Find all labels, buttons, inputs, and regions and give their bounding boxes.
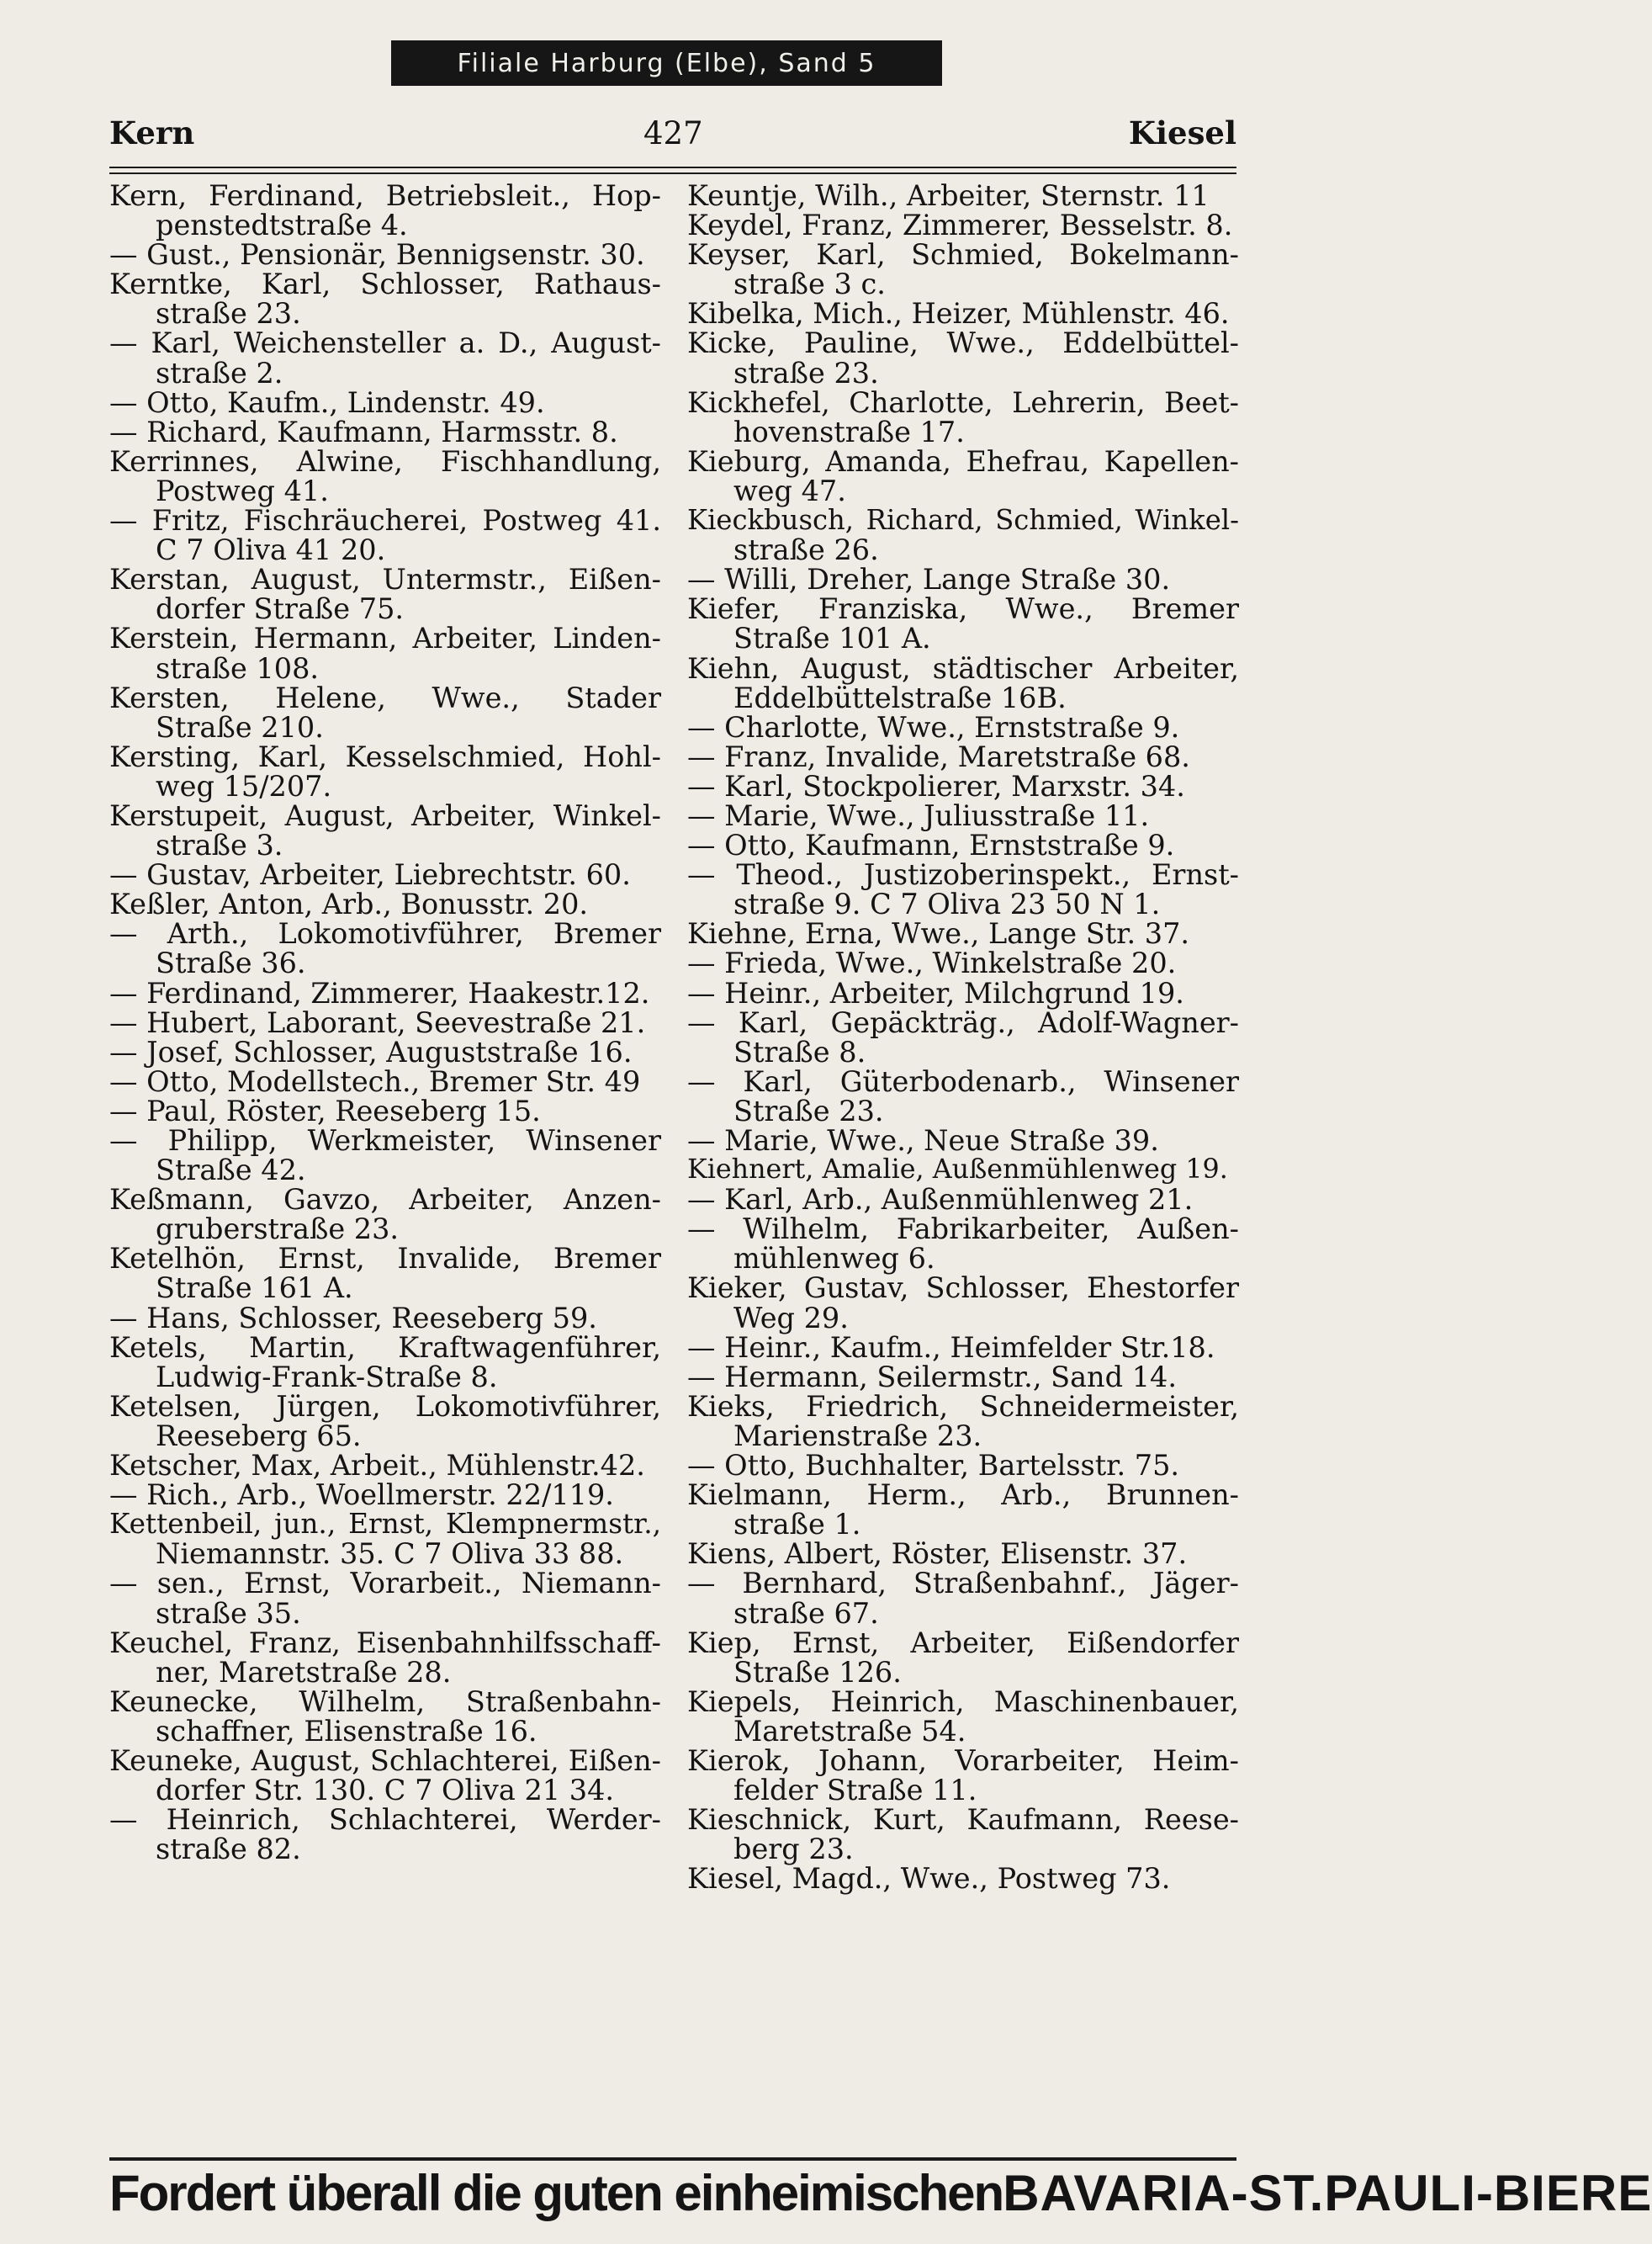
directory-entry bbox=[687, 240, 1239, 299]
entry-continuation-line: Niemannstr. 35. C 7 Oliva 33 88. bbox=[156, 1537, 624, 1571]
entry-line: Ketels, Martin, Kraftwagenführer, bbox=[109, 1330, 661, 1364]
entry-line: Keunecke, Wilhelm, Straßenbahn- bbox=[109, 1684, 661, 1718]
entry-continuation-line: weg 47. bbox=[733, 474, 846, 507]
directory-entry bbox=[109, 889, 661, 919]
directory-entry bbox=[109, 1805, 661, 1864]
entry-line: Kerntke, Karl, Schlosser, Rathaus- bbox=[109, 268, 661, 301]
entry-line: — Karl, Gepäckträg., Adolf-Wagner- bbox=[687, 1005, 1239, 1039]
entry-continuation-line: straße 1. bbox=[733, 1508, 861, 1541]
directory-entry bbox=[687, 798, 1239, 832]
directory-entry bbox=[687, 1005, 1239, 1069]
entry-line: — Marie, Wwe., Neue Straße 39. bbox=[687, 1124, 1159, 1157]
directory-entry bbox=[687, 710, 1239, 744]
entry-line: — Karl, Arb., Außenmühlenweg 21. bbox=[687, 1183, 1194, 1217]
entry-continuation-line: Postweg 41. bbox=[156, 474, 329, 507]
header-first-name: Kern bbox=[109, 114, 195, 151]
advertisement-brand: BAVARIA-ST.PAULI-BIERE bbox=[1003, 2165, 1652, 2221]
entry-continuation-line: penstedtstraße 4. bbox=[156, 209, 408, 242]
entry-continuation-line: straße 3 c. bbox=[733, 268, 886, 301]
header-last-name: Kiesel bbox=[1128, 114, 1236, 151]
entry-line: Keßler, Anton, Arb., Bonusstr. 20. bbox=[109, 888, 589, 921]
directory-entry bbox=[109, 563, 661, 626]
directory-entry bbox=[109, 1478, 661, 1512]
directory-entry bbox=[687, 1449, 1239, 1483]
entry-continuation-line: Marienstraße 23. bbox=[733, 1419, 982, 1452]
directory-entry bbox=[109, 444, 661, 507]
directory-entry bbox=[687, 1862, 1239, 1896]
directory-entry bbox=[687, 651, 1239, 714]
entry-continuation-line: dorfer Straße 75. bbox=[156, 592, 405, 626]
directory-entry bbox=[109, 1628, 661, 1687]
entry-line: — Wilhelm, Fabrikarbeiter, Außen- bbox=[687, 1212, 1239, 1246]
entry-continuation-line: mühlenweg 6. bbox=[733, 1242, 935, 1276]
directory-entry bbox=[687, 1805, 1239, 1864]
directory-entry bbox=[109, 976, 661, 1010]
advertisement-text: Fordert überall die guten einheimischen bbox=[109, 2165, 1003, 2221]
directory-entry bbox=[687, 1389, 1239, 1452]
entry-line: — Charlotte, Wwe., Ernststraße 9. bbox=[687, 710, 1180, 744]
directory-entry bbox=[687, 830, 1239, 860]
entry-continuation-line: Weg 29. bbox=[733, 1301, 849, 1334]
directory-entry bbox=[109, 1185, 661, 1244]
entry-line: Kibelka, Mich., Heizer, Mühlenstr. 46. bbox=[687, 297, 1230, 331]
entry-line: Kerstan, August, Untermstr., Eißen- bbox=[109, 563, 661, 597]
entry-continuation-line: berg 23. bbox=[733, 1833, 854, 1866]
directory-entry bbox=[687, 1628, 1239, 1687]
directory-entry bbox=[109, 1508, 661, 1571]
directory-entry bbox=[687, 1537, 1239, 1571]
entry-line: Ketelsen, Jürgen, Lokomotivführer, bbox=[109, 1389, 661, 1423]
directory-column-left bbox=[109, 181, 661, 1864]
entry-continuation-line: Straße 101 A. bbox=[733, 622, 931, 655]
entry-continuation-line: Reeseberg 65. bbox=[156, 1419, 362, 1452]
entry-line: — Theod., Justizoberinspekt., Ernst- bbox=[687, 858, 1239, 892]
entry-continuation-line: straße 82. bbox=[156, 1833, 301, 1866]
entry-continuation-line: Eddelbüttelstraße 16B. bbox=[733, 681, 1067, 714]
directory-entry bbox=[109, 622, 661, 685]
entry-line: Kickhefel, Charlotte, Lehrerin, Beet- bbox=[687, 385, 1239, 419]
entry-line: — Heinr., Arbeiter, Milchgrund 19. bbox=[687, 976, 1184, 1010]
header-rule-bottom bbox=[109, 172, 1236, 174]
entry-line: Kiehnert, Amalie, Außenmühlenweg 19. bbox=[687, 1154, 1228, 1186]
branch-banner: Filiale Harburg (Elbe), Sand 5 bbox=[391, 40, 942, 86]
entry-line: — Ferdinand, Zimmerer, Haakestr.12. bbox=[109, 976, 650, 1010]
entry-line: — Otto, Kaufm., Lindenstr. 49. bbox=[109, 385, 545, 419]
entry-line: — Hubert, Laborant, Seevestraße 21. bbox=[109, 1005, 646, 1039]
directory-entry bbox=[687, 742, 1239, 772]
directory-entry bbox=[109, 1389, 661, 1452]
entry-line: Kiesel, Magd., Wwe., Postweg 73. bbox=[687, 1862, 1171, 1896]
entry-line: Kielmann, Herm., Arb., Brunnen- bbox=[687, 1478, 1239, 1512]
advertisement-banner bbox=[109, 2157, 1652, 2221]
entry-line: — Karl, Güterbodenarb., Winsener bbox=[687, 1064, 1239, 1098]
directory-entry bbox=[687, 1330, 1239, 1364]
entry-line: Kerstein, Hermann, Arbeiter, Linden- bbox=[109, 622, 661, 655]
directory-entry bbox=[687, 1743, 1239, 1807]
entry-line: — sen., Ernst, Vorarbeit., Niemann- bbox=[109, 1567, 661, 1600]
entry-line: Kieker, Gustav, Schlosser, Ehestorfer bbox=[687, 1271, 1239, 1305]
entry-continuation-line: Straße 42. bbox=[156, 1154, 306, 1187]
directory-entry bbox=[687, 297, 1239, 331]
entry-line: — Otto, Modellstech., Bremer Str. 49 bbox=[109, 1064, 641, 1098]
directory-entry bbox=[109, 1037, 661, 1067]
entry-continuation-line: straße 35. bbox=[156, 1596, 301, 1630]
directory-entry bbox=[687, 917, 1239, 951]
entry-line: — Richard, Kaufmann, Harmsstr. 8. bbox=[109, 415, 618, 448]
entry-line: Keßmann, Gavzo, Arbeiter, Anzen- bbox=[109, 1183, 661, 1217]
entry-line: Kiep, Ernst, Arbeiter, Eißendorfer bbox=[687, 1626, 1239, 1659]
entry-line: Kern, Ferdinand, Betriebsleit., Hop- bbox=[109, 179, 661, 212]
directory-entry bbox=[687, 594, 1239, 653]
entry-continuation-line: Straße 36. bbox=[156, 947, 306, 980]
entry-continuation-line: felder Straße 11. bbox=[733, 1774, 977, 1807]
entry-continuation-line: straße 3. bbox=[156, 829, 283, 862]
entry-continuation-line: straße 23. bbox=[733, 356, 879, 390]
entry-line: Kieschnick, Kurt, Kaufmann, Reese- bbox=[687, 1803, 1239, 1837]
entry-continuation-line: Straße 8. bbox=[733, 1035, 866, 1069]
entry-line: — Fritz, Fischräucherei, Postweg 41. bbox=[109, 504, 661, 538]
entry-continuation-line: ner, Maretstraße 28. bbox=[156, 1655, 452, 1689]
entry-line: Kiefer, Franziska, Wwe., Bremer bbox=[687, 592, 1239, 626]
entry-line: — Karl, Stockpolierer, Marxstr. 34. bbox=[687, 769, 1185, 803]
directory-entry bbox=[109, 326, 661, 390]
directory-entry bbox=[109, 683, 661, 742]
entry-line: — Arth., Lokomotivführer, Bremer bbox=[109, 917, 661, 951]
entry-line: Keuntje, Wilh., Arbeiter, Sternstr. 11 bbox=[687, 179, 1210, 212]
directory-entry bbox=[687, 860, 1239, 919]
entry-line: Kiens, Albert, Röster, Elisenstr. 37. bbox=[687, 1537, 1188, 1571]
directory-entry bbox=[687, 1273, 1239, 1332]
entry-continuation-line: Ludwig-Frank-Straße 8. bbox=[156, 1360, 498, 1393]
entry-continuation-line: straße 26. bbox=[733, 533, 879, 567]
directory-entry bbox=[109, 919, 661, 978]
entry-line: — Frieda, Wwe., Winkelstraße 20. bbox=[687, 947, 1177, 980]
entry-continuation-line: dorfer Str. 130. C 7 Oliva 21 34. bbox=[156, 1774, 615, 1807]
entry-continuation-line: straße 2. bbox=[156, 356, 283, 390]
directory-entry bbox=[109, 858, 661, 892]
entry-line: Kieburg, Amanda, Ehefrau, Kapellen- bbox=[687, 444, 1239, 478]
entry-line: Kersten, Helene, Wwe., Stader bbox=[109, 681, 661, 714]
entry-line: Keuneke, August, Schlachterei, Eißen- bbox=[109, 1743, 661, 1777]
entry-continuation-line: weg 15/207. bbox=[156, 769, 332, 803]
entry-line: — Otto, Buchhalter, Bartelsstr. 75. bbox=[687, 1449, 1180, 1483]
directory-entry bbox=[109, 742, 661, 801]
entry-line: — Josef, Schlosser, Auguststraße 16. bbox=[109, 1035, 633, 1069]
directory-entry bbox=[109, 1126, 661, 1185]
directory-entry bbox=[109, 1242, 661, 1305]
directory-entry bbox=[109, 385, 661, 419]
entry-line: Keydel, Franz, Zimmerer, Besselstr. 8. bbox=[687, 209, 1233, 242]
entry-line: — Heinr., Kaufm., Heimfelder Str.18. bbox=[687, 1330, 1215, 1364]
directory-entry bbox=[687, 1155, 1239, 1185]
entry-line: — Philipp, Werkmeister, Winsener bbox=[109, 1124, 661, 1157]
directory-entry bbox=[687, 326, 1239, 390]
directory-entry bbox=[109, 238, 661, 272]
entry-line: Ketelhön, Ernst, Invalide, Bremer bbox=[109, 1242, 661, 1276]
entry-line: Kerrinnes, Alwine, Fischhandlung, bbox=[109, 444, 661, 478]
entry-line: Kiehne, Erna, Wwe., Lange Str. 37. bbox=[687, 917, 1190, 951]
directory-entry bbox=[109, 417, 661, 447]
directory-entry bbox=[109, 268, 661, 331]
entry-line: Kicke, Pauline, Wwe., Eddelbüttel- bbox=[687, 326, 1239, 360]
entry-continuation-line: straße 9. C 7 Oliva 23 50 N 1. bbox=[733, 888, 1161, 921]
directory-entry bbox=[687, 506, 1239, 565]
entry-line: Kiehn, August, städtischer Arbeiter, bbox=[687, 651, 1239, 685]
directory-entry bbox=[687, 1362, 1239, 1392]
entry-line: — Heinrich, Schlachterei, Werder- bbox=[109, 1803, 661, 1837]
entry-continuation-line: straße 108. bbox=[156, 651, 320, 685]
entry-line: Kerstupeit, August, Arbeiter, Winkel- bbox=[109, 798, 661, 832]
directory-entry bbox=[687, 1126, 1239, 1155]
entry-line: — Paul, Röster, Reeseberg 15. bbox=[109, 1094, 541, 1127]
directory-entry bbox=[687, 1684, 1239, 1748]
entry-line: — Franz, Invalide, Maretstraße 68. bbox=[687, 740, 1190, 773]
directory-entry bbox=[687, 1212, 1239, 1276]
directory-entry bbox=[109, 1005, 661, 1039]
directory-entry bbox=[687, 1480, 1239, 1539]
directory-entry bbox=[109, 1743, 661, 1807]
entry-line: — Hermann, Seilermstr., Sand 14. bbox=[687, 1360, 1177, 1393]
entry-line: — Marie, Wwe., Juliusstraße 11. bbox=[687, 798, 1150, 832]
entry-continuation-line: straße 67. bbox=[733, 1596, 879, 1630]
entry-continuation-line: Straße 210. bbox=[156, 710, 324, 744]
entry-line: — Bernhard, Straßenbahnf., Jäger- bbox=[687, 1567, 1239, 1600]
directory-entry bbox=[109, 1096, 661, 1126]
entry-continuation-line: straße 23. bbox=[156, 297, 301, 331]
header-rule-top bbox=[109, 167, 1236, 168]
entry-line: Kieckbusch, Richard, Schmied, Winkel- bbox=[687, 504, 1239, 537]
directory-entry bbox=[109, 1303, 661, 1333]
directory-entry bbox=[109, 1330, 661, 1393]
directory-entry bbox=[109, 1684, 661, 1748]
entry-continuation-line: schaffner, Elisenstraße 16. bbox=[156, 1714, 537, 1748]
directory-entry bbox=[687, 1183, 1239, 1217]
entry-continuation-line: Maretstraße 54. bbox=[733, 1714, 966, 1748]
directory-entry bbox=[687, 181, 1239, 210]
entry-continuation-line: C 7 Oliva 41 20. bbox=[156, 533, 386, 567]
directory-entry bbox=[687, 444, 1239, 507]
directory-entry bbox=[687, 976, 1239, 1010]
entry-line: — Karl, Weichensteller a. D., August- bbox=[109, 326, 661, 360]
directory-entry bbox=[687, 210, 1239, 240]
entry-continuation-line: hovenstraße 17. bbox=[733, 415, 965, 448]
entry-continuation-line: gruberstraße 23. bbox=[156, 1212, 400, 1246]
directory-entry bbox=[109, 506, 661, 565]
entry-line: Keuchel, Franz, Eisenbahnhilfsschaff- bbox=[109, 1626, 661, 1659]
directory-entry bbox=[109, 1449, 661, 1483]
entry-line: Ketscher, Max, Arbeit., Mühlenstr.42. bbox=[109, 1449, 645, 1483]
directory-entry bbox=[109, 1567, 661, 1630]
directory-entry bbox=[687, 563, 1239, 597]
entry-continuation-line: Straße 23. bbox=[733, 1094, 884, 1127]
directory-entry bbox=[687, 385, 1239, 448]
entry-line: Kersting, Karl, Kesselschmied, Hohl- bbox=[109, 740, 661, 773]
entry-line: — Otto, Kaufmann, Ernststraße 9. bbox=[687, 829, 1175, 862]
directory-entry bbox=[687, 948, 1239, 978]
directory-entry bbox=[109, 1064, 661, 1098]
entry-line: Kettenbeil, jun., Ernst, Klempnermstr., bbox=[109, 1508, 661, 1541]
directory-entry bbox=[109, 798, 661, 862]
entry-line: Keyser, Karl, Schmied, Bokelmann- bbox=[687, 238, 1239, 272]
entry-continuation-line: Straße 161 A. bbox=[156, 1271, 353, 1305]
directory-entry bbox=[687, 769, 1239, 803]
entry-line: Kieks, Friedrich, Schneidermeister, bbox=[687, 1389, 1239, 1423]
entry-line: — Gust., Pensionär, Bennigsenstr. 30. bbox=[109, 238, 645, 272]
directory-entry bbox=[687, 1064, 1239, 1127]
entry-line: — Willi, Dreher, Lange Straße 30. bbox=[687, 563, 1171, 597]
directory-entry bbox=[687, 1567, 1239, 1630]
page-number: 427 bbox=[643, 115, 703, 151]
entry-line: — Gustav, Arbeiter, Liebrechtstr. 60. bbox=[109, 858, 631, 892]
entry-continuation-line: Straße 126. bbox=[733, 1655, 902, 1689]
entry-line: Kiepels, Heinrich, Maschinenbauer, bbox=[687, 1684, 1239, 1718]
entry-line: — Hans, Schlosser, Reeseberg 59. bbox=[109, 1301, 597, 1334]
entry-line: — Rich., Arb., Woellmerstr. 22/119. bbox=[109, 1478, 614, 1512]
entry-line: Kierok, Johann, Vorarbeiter, Heim- bbox=[687, 1743, 1239, 1777]
directory-column-right bbox=[687, 179, 1239, 1896]
directory-entry bbox=[109, 181, 661, 240]
